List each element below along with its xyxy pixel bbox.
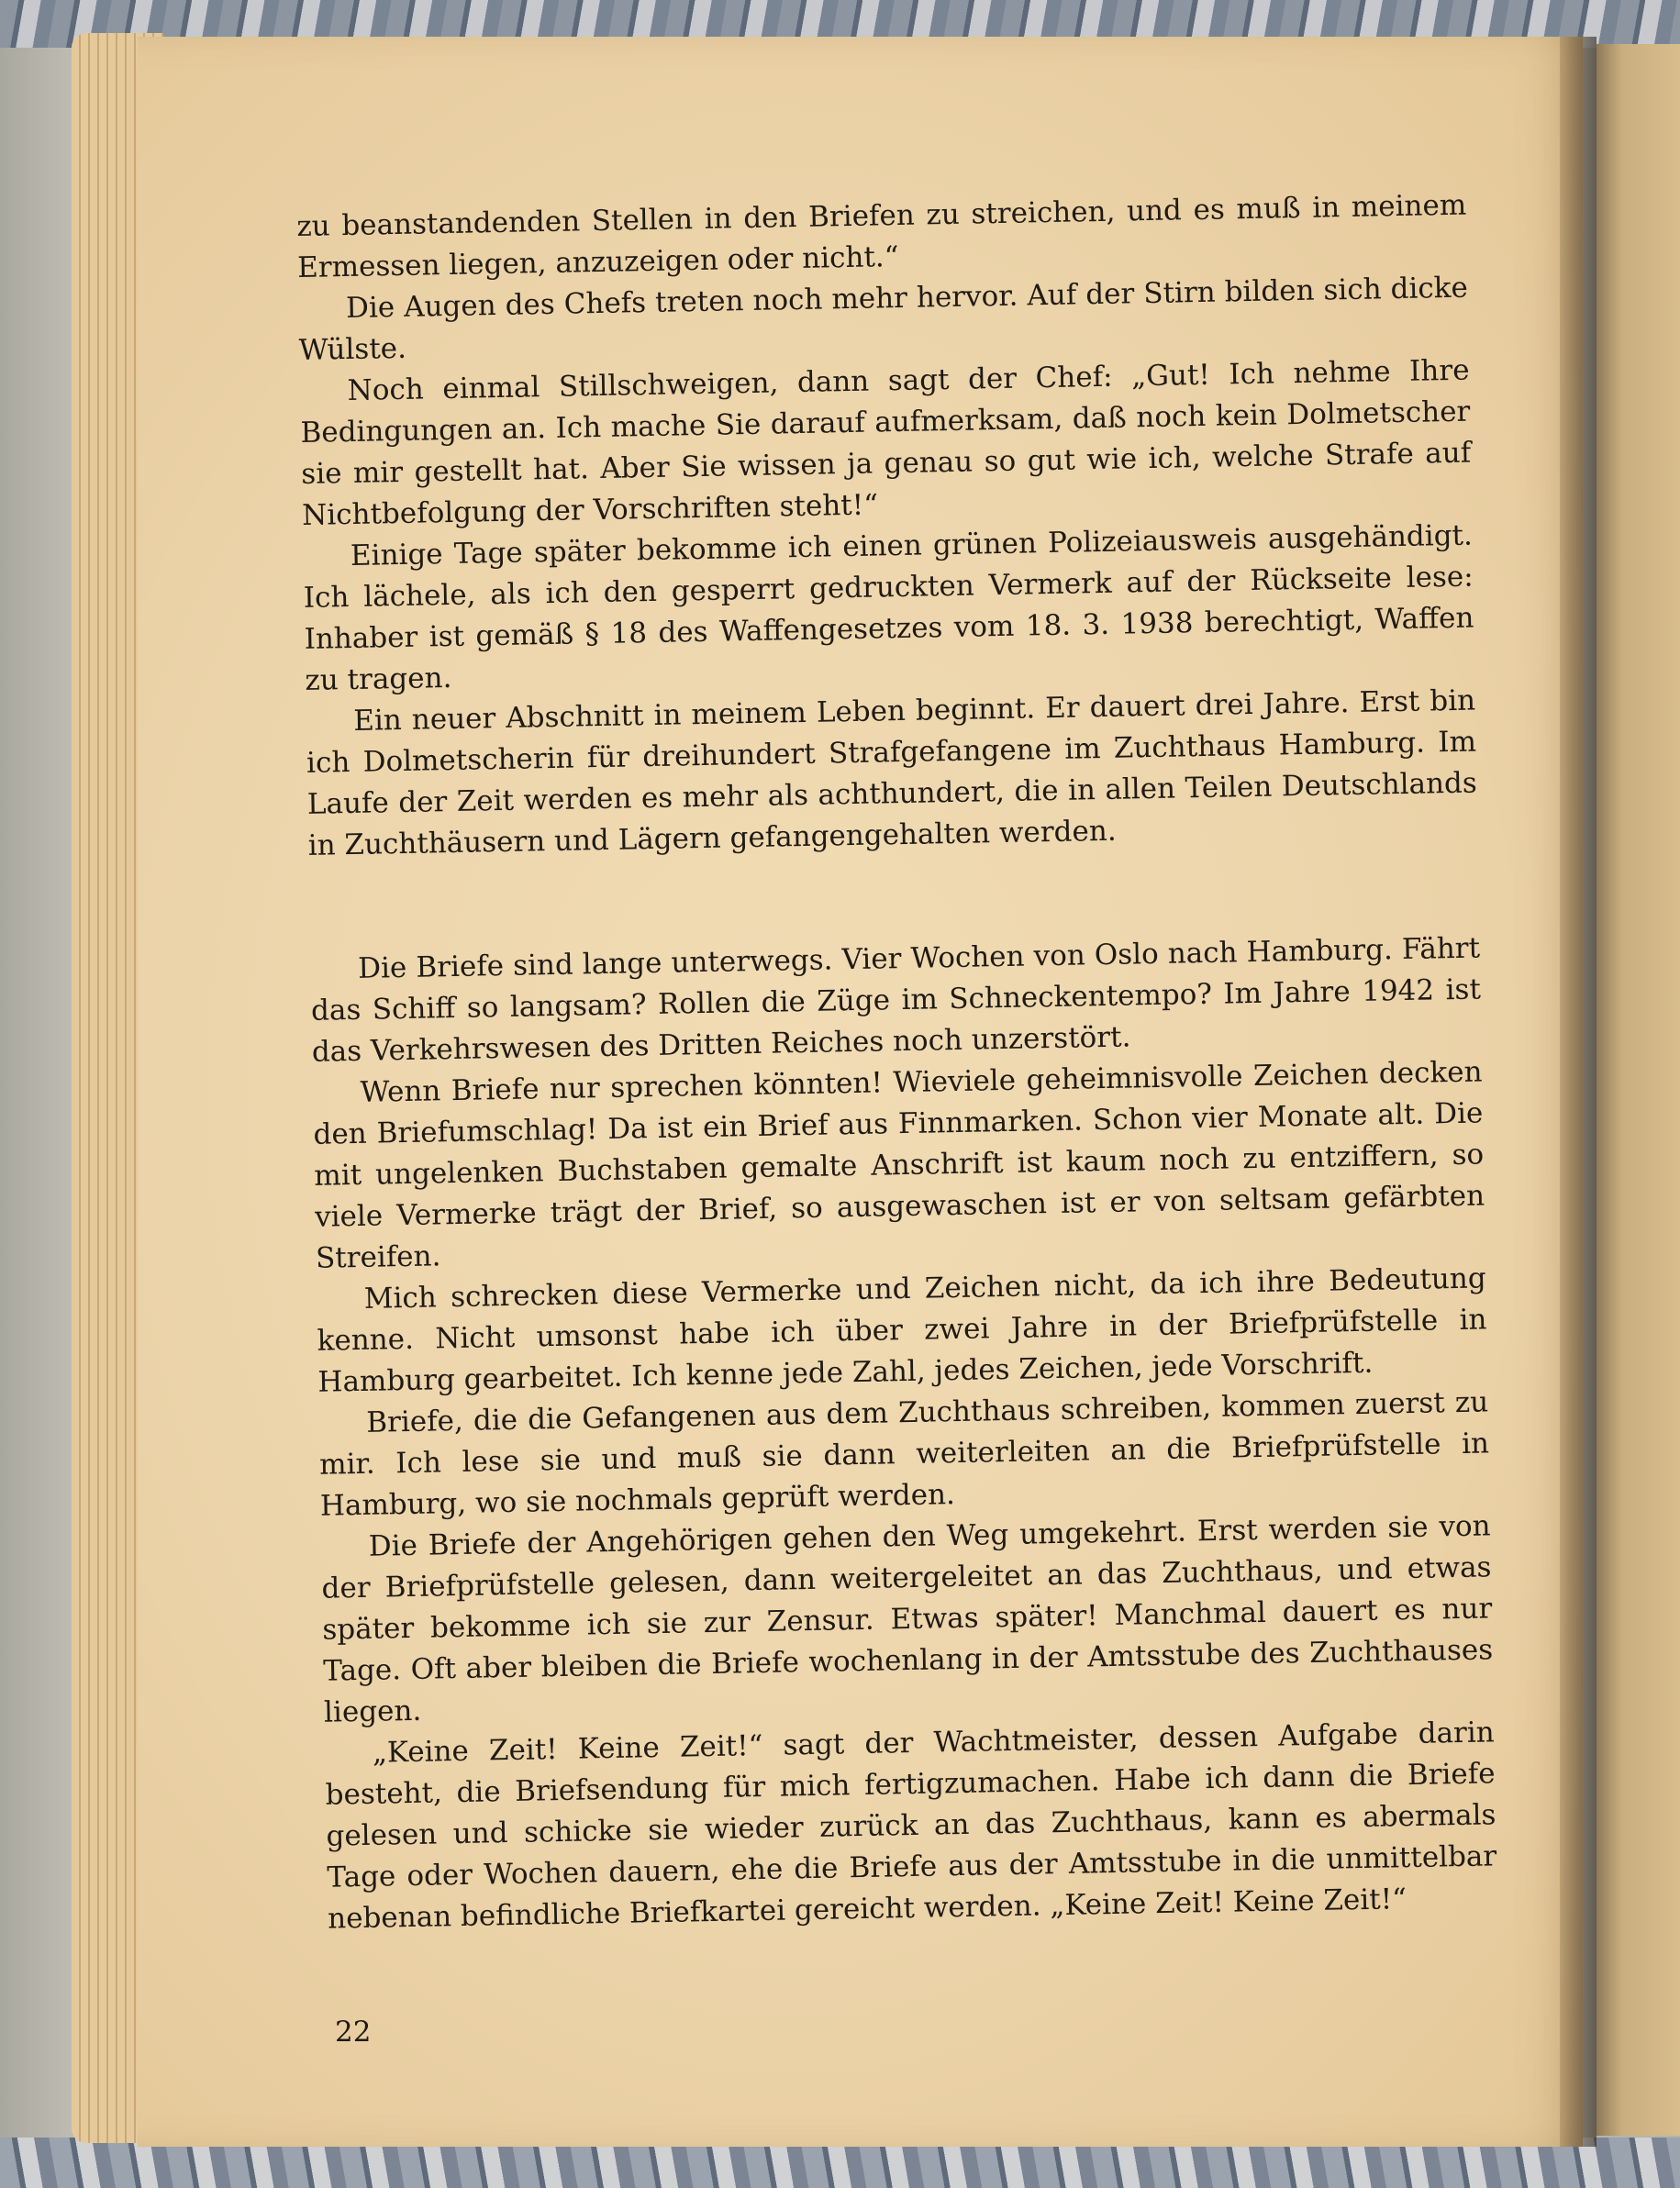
paragraph: zu beanstandenden Stellen in den Briefen zu streichen, und es muß in meinem Ermessen liegen, anzuzeigen oder nicht.“ [296,188,1467,284]
paragraph: Ein neuer Abschnitt in meinem Leben beginnt. Er dauert drei Jahre. Erst bin ich Dolmetscherin für dreihundert Strafgefangene im Zuchthaus Hamburg. Im Laufe der Zeit werden es mehr als achthundert, die in allen Teilen Deutschlands in Zuchthäusern und Lägern gefangengehalten werden. [306,683,1478,862]
paragraph: Mich schrecken diese Vermerke und Zeichen nicht, da ich ihre Bedeutung kenne. Nicht umsonst habe ich über zwei Jahre in der Briefprüfstelle in Hamburg gearbeitet. Ich kenne jede Zahl, jedes Zeichen, jede Vorschrift. [317,1261,1487,1399]
paragraph: Die Briefe der Angehörigen gehen den Weg umgekehrt. Erst werden sie von der Briefprüfstelle gelesen, dann weitergeleitet an das Zuchthaus, und etwas später bekomme ich sie zur Zensur. Etwas später! Manchmal dauert es nur Tage. Oft aber bleiben die Briefe wochenlang in der Amtsstube des Zuchthauses liegen. [321,1509,1494,1729]
paragraph: „Keine Zeit! Keine Zeit!“ sagt der Wachtmeister, dessen Aufgabe darin besteht, die Briefsendung für mich fertigzumachen. Habe ich dann die Briefe gelesen und schicke sie wieder zurück an das Zuchthaus, kann es abermals Tage oder Wochen dauern, ehe die Briefe aus der Amtsstube in die unmittelbar nebenan befindliche Briefkartei gereicht werden. „Keine Zeit! Keine Zeit!“ [325,1716,1497,1936]
page-text [296,185,1497,1940]
paragraph: Wenn Briefe nur sprechen könnten! Wieviele geheimnisvolle Zeichen decken den Briefumschlag! Da ist ein Brief aus Finnmarken. Schon vier Monate alt. Die mit ungelenken Buchstaben gemalte Anschrift ist kaum noch zu entziffern, so viele Vermerke trägt der Brief, so ausgewaschen ist er von seltsam gefärbten Streifen. [313,1055,1485,1275]
page-number: 22 [335,2016,372,2049]
paragraph: Briefe, die die Gefangenen aus dem Zuchthaus schreiben, kommen zuerst zu mir. Ich lese sie und muß sie dann weiterleiten an die Briefprüfstelle in Hamburg, wo sie nochmals geprüft werden. [318,1385,1490,1523]
book-gutter [1560,37,1597,2147]
paragraph: Die Briefe sind lange unterwegs. Vier Wochen von Oslo nach Hamburg. Fährt das Schiff so langsam? Rollen die Züge im Schneckentempo? Im Jahre 1942 ist das Verkehrswesen des Dritten Reiches noch unzerstört. [310,931,1482,1069]
paragraph: Die Augen des Chefs treten noch mehr hervor. Auf der Stirn bilden sich dicke Wülste. [298,271,1469,367]
paragraph: Einige Tage später bekomme ich einen grünen Polizeiausweis ausgehändigt. Ich lächele, als ich den gesperrt gedruckten Vermerk auf der Rückseite lese: Inhaber ist gemäß § 18 des Waffengesetzes vom 18. 3. 1938 berechtigt, Waffen zu tragen. [303,518,1474,697]
facing-page-edge [1597,44,1680,2136]
paragraph: Noch einmal Stillschweigen, dann sagt der Chef: „Gut! Ich nehme Ihre Bedingungen an. Ich mache Sie darauf aufmerksam, daß noch kein Dolmetscher sie mir gestellt hat. Aber Sie wissen ja genau so gut wie ich, welche Strafe auf Nichtbefolgung der Vorschriften steht!“ [300,353,1472,532]
